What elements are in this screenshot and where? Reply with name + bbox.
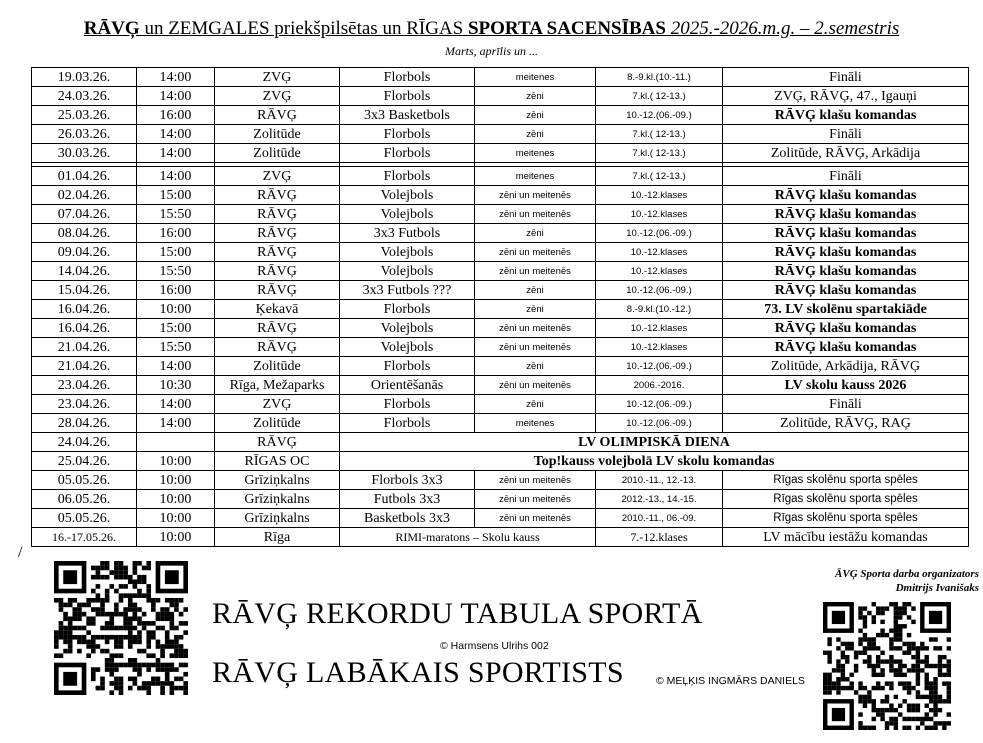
cell-time: 14:00 [137,414,215,433]
cell-grade: 10.-12.(06.-09.) [596,414,723,433]
cell-info: Zolitūde, Arkādija, RĀVĢ [723,357,969,376]
cell-time: 16:00 [137,224,215,243]
organizer-title: ĀVĢ Sporta darba organizators [835,568,979,580]
records-copyright: © Harmsens Ulrihs 002 [440,640,549,652]
cell-sport: Florbols [340,125,475,144]
cell-time: 16:00 [137,281,215,300]
cell-time: 10:00 [137,471,215,490]
cell-time: 10:00 [137,300,215,319]
cell-gender: zēni un meitenēs [475,243,596,262]
cell-gender: zēni un meitenēs [475,490,596,509]
cell-grade: 8.-9.kl.(10.-11.) [596,68,723,87]
cell-info: Zolitūde, RĀVĢ, Arkādija [723,144,969,163]
cell-date: 19.03.26. [32,68,137,87]
cell-time: 14:00 [137,87,215,106]
cell-time: 14:00 [137,395,215,414]
cell-place: Ķekavā [215,300,340,319]
cell-info: Rīgas skolēnu sporta spēles [723,509,969,528]
cell-sport: Volejbols [340,186,475,205]
cell-grade: 7.kl.( 12-13.) [596,125,723,144]
table-row [32,281,969,300]
table-row [32,243,969,262]
best-athlete-copyright: © MEĻĶIS INGMĀRS DANIELS [656,675,805,687]
cell-time: 10:00 [137,490,215,509]
cell-grade: 2012.-13., 14.-15. [596,490,723,509]
table-row [32,125,969,144]
cell-date: 25.04.26. [32,452,137,471]
cell-time: 10:00 [137,452,215,471]
qr-code-right [823,602,951,730]
cell-grade: 10.-12.(06.-09.) [596,224,723,243]
cell-gender: zēni un meitenēs [475,471,596,490]
cell-info: Rīgas skolēnu sporta spēles [723,490,969,509]
cell-info: RĀVĢ klašu komandas [723,281,969,300]
title-mid: un ZEMGALES priekšpilsētas un RĪGAS [139,18,468,39]
table-row [32,414,969,433]
cell-date: 23.04.26. [32,395,137,414]
table-row [32,68,969,87]
cell-gender: zēni un meitenēs [475,186,596,205]
cell-place: RĀVĢ [215,106,340,125]
cell-place: Zolitūde [215,414,340,433]
cell-grade: 10.-12.(06.-09.) [596,106,723,125]
stray-slash: / [18,544,23,561]
cell-date: 24.03.26. [32,87,137,106]
cell-date: 05.05.26. [32,471,137,490]
cell-grade: 8.-9.kl.(10.-12.) [596,300,723,319]
cell-time: 10:00 [137,528,215,547]
cell-info: Fināli [723,68,969,87]
title-sport: SPORTA SACENSĪBAS [467,18,666,39]
cell-date: 30.03.26. [32,144,137,163]
cell-info: Rīgas skolēnu sporta spēles [723,471,969,490]
cell-time: 14:00 [137,125,215,144]
cell-place: Zolitūde [215,144,340,163]
cell-sport: Florbols 3x3 [340,471,475,490]
cell-place: RĀVĢ [215,262,340,281]
cell-sport: Florbols [340,395,475,414]
cell-sport: Volejbols [340,319,475,338]
cell-time: 15:00 [137,243,215,262]
cell-sport: 3x3 Futbols [340,224,475,243]
cell-place: RĀVĢ [215,186,340,205]
cell-gender: zēni [475,106,596,125]
organizer-block [835,567,979,595]
cell-date: 21.04.26. [32,338,137,357]
cell-grade: 10.-12.klases [596,338,723,357]
cell-place: RĀVĢ [215,433,340,452]
table-row [32,376,969,395]
cell-date: 16.04.26. [32,300,137,319]
cell-sport: Florbols [340,87,475,106]
cell-gender: zēni [475,281,596,300]
cell-info: Fināli [723,395,969,414]
table-row [32,471,969,490]
cell-grade: 10.-12.(06.-09.) [596,281,723,300]
table-row [32,395,969,414]
cell-gender: zēni [475,125,596,144]
cell-date: 16.04.26. [32,319,137,338]
table-row [32,300,969,319]
cell-grade: 10.-12.klases [596,262,723,281]
cell-info: RĀVĢ klašu komandas [723,224,969,243]
cell-sport: Volejbols [340,205,475,224]
cell-gender: zēni un meitenēs [475,338,596,357]
table-row [32,167,969,186]
cell-sport: Florbols [340,300,475,319]
cell-place: RĀVĢ [215,281,340,300]
cell-time: 15:50 [137,205,215,224]
cell-time: 16:00 [137,106,215,125]
cell-grade: 7.kl.( 12-13.) [596,87,723,106]
cell-time: 14:00 [137,144,215,163]
cell-time: 10:30 [137,376,215,395]
cell-grade: 10.-12.klases [596,243,723,262]
cell-gender: zēni un meitenēs [475,376,596,395]
cell-place: Zolitūde [215,125,340,144]
cell-sport: Florbols [340,414,475,433]
cell-info: Fināli [723,167,969,186]
cell-time: 15:50 [137,262,215,281]
cell-place: Zolitūde [215,357,340,376]
cell-grade: 2010.-11., 06.-09. [596,509,723,528]
cell-time: 15:50 [137,338,215,357]
cell-place: Rīga, Mežaparks [215,376,340,395]
cell-info: RĀVĢ klašu komandas [723,243,969,262]
table-row [32,528,969,547]
table-row [32,452,969,471]
cell-grade: 10.-12.klases [596,186,723,205]
cell-date: 26.03.26. [32,125,137,144]
cell-place: Grīziņkalns [215,490,340,509]
cell-date: 09.04.26. [32,243,137,262]
cell-gender: zēni [475,300,596,319]
cell-time: 14:00 [137,167,215,186]
cell-info: ZVĢ, RĀVĢ, 47., Igauņi [723,87,969,106]
table-row [32,433,969,452]
cell-grade: 2010.-11., 12.-13. [596,471,723,490]
title-school: RĀVĢ [83,18,140,39]
cell-date: 25.03.26. [32,106,137,125]
cell-gender: meitenes [475,144,596,163]
cell-sport: Volejbols [340,262,475,281]
cell-date: 24.04.26. [32,433,137,452]
cell-info: 73. LV skolēnu spartakiāde [723,300,969,319]
cell-place: RĪGAS OC [215,452,340,471]
table-row [32,490,969,509]
cell-sport: Volejbols [340,338,475,357]
cell-place: Grīziņkalns [215,471,340,490]
cell-info: LV mācību iestāžu komandas [723,528,969,547]
cell-sport: RIMI-maratons – Skolu kauss [340,528,596,547]
table-row [32,357,969,376]
cell-time: 14:00 [137,357,215,376]
cell-info: Fināli [723,125,969,144]
organizer-name: Dmitrijs Ivanišaks [895,582,979,594]
cell-time: 15:00 [137,186,215,205]
schedule-table [31,67,969,547]
cell-date: 21.04.26. [32,357,137,376]
cell-date: 16.-17.05.26. [32,528,137,547]
cell-sport: Volejbols [340,243,475,262]
cell-time: 10:00 [137,509,215,528]
cell-place: ZVĢ [215,68,340,87]
cell-sport: Basketbols 3x3 [340,509,475,528]
cell-gender: zēni un meitenēs [475,509,596,528]
cell-sport: Futbols 3x3 [340,490,475,509]
cell-info: RĀVĢ klašu komandas [723,205,969,224]
cell-time: 15:00 [137,319,215,338]
cell-place: RĀVĢ [215,224,340,243]
cell-sport: Orientēšanās [340,376,475,395]
cell-grade: 7.kl.( 12-13.) [596,144,723,163]
table-row [32,205,969,224]
cell-gender: zēni un meitenēs [475,319,596,338]
cell-grade: 10.-12.(06.-09.) [596,395,723,414]
cell-gender: zēni [475,87,596,106]
cell-date: 28.04.26. [32,414,137,433]
cell-grade: 2006.-2016. [596,376,723,395]
cell-time: 14:00 [137,68,215,87]
cell-info: RĀVĢ klašu komandas [723,319,969,338]
cell-gender: meitenes [475,68,596,87]
cell-sport: Florbols [340,68,475,87]
cell-gender: zēni [475,357,596,376]
table-row [32,144,969,163]
cell-gender: zēni [475,224,596,243]
schedule-body [32,68,969,547]
cell-place: RĀVĢ [215,319,340,338]
cell-event: LV OLIMPISKĀ DIENA [340,433,969,452]
cell-sport: 3x3 Basketbols [340,106,475,125]
cell-place: ZVĢ [215,395,340,414]
cell-sport: Florbols [340,357,475,376]
cell-place: Grīziņkalns [215,509,340,528]
table-row [32,87,969,106]
cell-date: 07.04.26. [32,205,137,224]
cell-place: RĀVĢ [215,243,340,262]
cell-sport: Florbols [340,144,475,163]
table-row [32,224,969,243]
cell-gender: meitenes [475,414,596,433]
cell-date: 14.04.26. [32,262,137,281]
cell-event: Top!kauss volejbolā LV skolu komandas [340,452,969,471]
cell-sport: Florbols [340,167,475,186]
cell-info: RĀVĢ klašu komandas [723,186,969,205]
document-title [0,18,983,40]
cell-gender: zēni un meitenēs [475,262,596,281]
cell-date: 23.04.26. [32,376,137,395]
cell-date: 01.04.26. [32,167,137,186]
cell-place: ZVĢ [215,87,340,106]
table-row [32,509,969,528]
cell-info: RĀVĢ klašu komandas [723,338,969,357]
table-row [32,338,969,357]
cell-info: RĀVĢ klašu komandas [723,262,969,281]
title-period: 2025.-2026.m.g. – 2.semestris [665,18,900,39]
document-subtitle: Marts, aprīlis un ... [444,44,538,58]
cell-grade: 7.kl.( 12-13.) [596,167,723,186]
table-row [32,262,969,281]
cell-date: 02.04.26. [32,186,137,205]
cell-date: 08.04.26. [32,224,137,243]
cell-date: 05.05.26. [32,509,137,528]
qr-code-left [54,561,188,695]
records-link[interactable]: RĀVĢ REKORDU TABULA SPORTĀ [212,597,703,630]
cell-date: 06.05.26. [32,490,137,509]
cell-date: 15.04.26. [32,281,137,300]
cell-time [137,433,215,452]
cell-grade: 7.-12.klases [596,528,723,547]
cell-grade: 10.-12.klases [596,319,723,338]
table-row [32,186,969,205]
cell-grade: 10.-12.(06.-09.) [596,357,723,376]
cell-place: ZVĢ [215,167,340,186]
cell-info: LV skolu kauss 2026 [723,376,969,395]
table-row [32,319,969,338]
cell-gender: meitenes [475,167,596,186]
table-row [32,106,969,125]
cell-place: RĀVĢ [215,338,340,357]
cell-sport: 3x3 Futbols ??? [340,281,475,300]
cell-info: Zolitūde, RĀVĢ, RAĢ [723,414,969,433]
cell-place: RĀVĢ [215,205,340,224]
cell-info: RĀVĢ klašu komandas [723,106,969,125]
cell-grade: 10.-12.klases [596,205,723,224]
cell-gender: zēni [475,395,596,414]
cell-place: Rīga [215,528,340,547]
best-athlete-link[interactable]: RĀVĢ LABĀKAIS SPORTISTS [212,656,624,689]
cell-gender: zēni un meitenēs [475,205,596,224]
